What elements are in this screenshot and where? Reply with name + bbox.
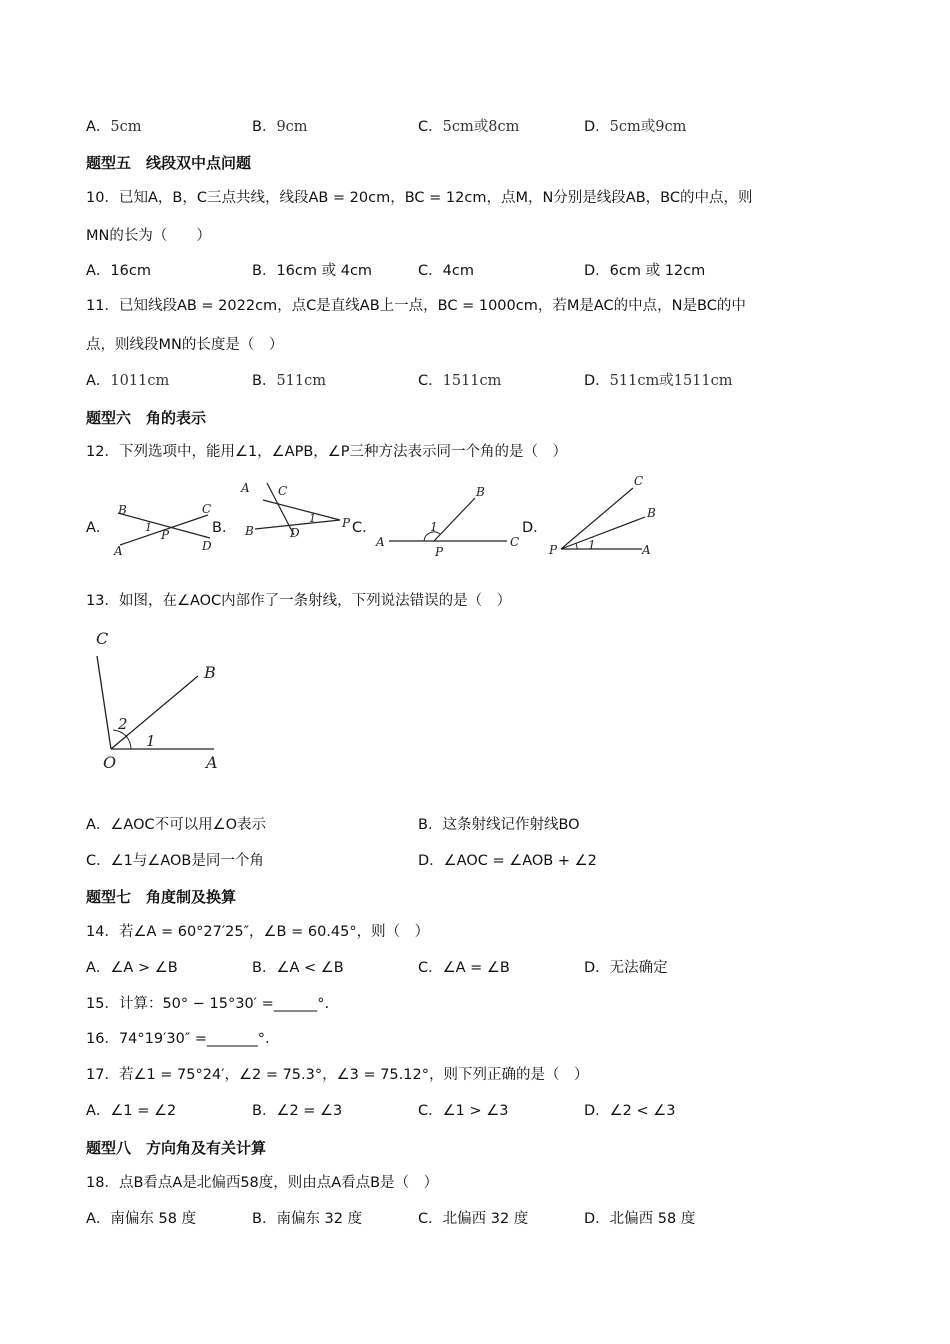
svg-text:2: 2	[118, 715, 128, 733]
q9-option-b: B．9cm	[252, 119, 308, 135]
q10-option-d: D．6cm 或 12cm	[584, 263, 706, 279]
q12-stem: 12．下列选项中，能用∠1，∠APB，∠P三种方法表示同一个角的是（ ）	[86, 444, 568, 460]
svg-text:1: 1	[146, 732, 156, 750]
q17-option-b: B．∠2 = ∠3	[252, 1103, 343, 1119]
svg-text:A: A	[642, 543, 651, 557]
q12-option-a-label: A．	[86, 520, 111, 536]
q13-option-c: C．∠1与∠AOB是同一个角	[86, 853, 264, 869]
q14-option-d: D．无法确定	[584, 960, 668, 976]
q11-option-d: D．511cm或1511cm	[584, 373, 733, 389]
q12-option-d-label: D．	[522, 520, 548, 536]
q9-option-a: A．5cm	[86, 119, 142, 135]
svg-text:A: A	[376, 535, 385, 549]
q10-stem-line2: MN的长为（ ）	[86, 228, 211, 244]
q18-option-d: D．北偏西 58 度	[584, 1211, 696, 1227]
svg-text:O: O	[103, 753, 117, 772]
q9-option-c: C．5cm或8cm	[418, 119, 520, 135]
svg-text:A: A	[206, 753, 218, 772]
q10-option-a: A．16cm	[86, 263, 151, 279]
q12-figure-d	[545, 475, 665, 560]
svg-text:1: 1	[145, 521, 152, 534]
q13-stem: 13．如图，在∠AOC内部作了一条射线，下列说法错误的是（ ）	[86, 593, 512, 609]
q11-option-b: B．511cm	[252, 373, 326, 389]
q17-option-c: C．∠1 > ∠3	[418, 1103, 509, 1119]
q18-option-a: A．南偏东 58 度	[86, 1211, 197, 1227]
q12-figure-a	[108, 500, 218, 560]
q13-figure	[90, 622, 260, 782]
q12-option-c-label: C．	[352, 520, 377, 536]
q10-option-c: C．4cm	[418, 263, 474, 279]
q14-stem: 14．若∠A = 60°27′25″，∠B = 60.45°，则（ ）	[86, 924, 430, 940]
section-heading-7: 题型七 角度制及换算	[86, 888, 237, 906]
section-heading-5: 题型五 线段双中点问题	[86, 154, 252, 172]
q13-option-d: D．∠AOC = ∠AOB + ∠2	[418, 853, 597, 869]
q9-option-d: D．5cm或9cm	[584, 119, 687, 135]
q11-stem-line2: 点，则线段MN的长度是（ ）	[86, 337, 284, 353]
q11-stem-line1: 11．已知线段AB = 2022cm，点C是直线AB上一点，BC = 1000cm，若M是AC的中点，N是BC的中	[86, 298, 746, 314]
q15-stem: 15．计算：50° − 15°30′ =______°.	[86, 996, 330, 1012]
svg-text:A: A	[114, 544, 123, 558]
q17-stem: 17．若∠1 = 75°24′，∠2 = 75.3°，∠3 = 75.12°，则下列正确的是（ ）	[86, 1067, 589, 1083]
q17-option-a: A．∠1 = ∠2	[86, 1103, 177, 1119]
q18-option-b: B．南偏东 32 度	[252, 1211, 363, 1227]
svg-text:B: B	[476, 485, 485, 499]
svg-text:P: P	[342, 516, 351, 530]
q12-figure-b	[235, 475, 355, 545]
q16-stem: 16．74°19′30″ =_______°.	[86, 1031, 270, 1047]
svg-text:P: P	[161, 528, 170, 542]
q14-option-a: A．∠A > ∠B	[86, 960, 178, 976]
svg-text:C: C	[278, 484, 288, 498]
q12-figure-c	[372, 480, 522, 560]
q10-option-b: B．16cm 或 4cm	[252, 263, 373, 279]
q13-option-a: A．∠AOC不可以用∠O表示	[86, 817, 267, 833]
q13-option-b: B．这条射线记作射线BO	[418, 817, 580, 833]
q18-stem: 18．点B看点A是北偏西58度，则由点A看点B是（ ）	[86, 1175, 439, 1191]
q12-option-b-label: B．	[212, 520, 237, 536]
svg-text:C: C	[96, 629, 109, 648]
svg-text:C: C	[202, 502, 212, 516]
svg-text:P: P	[435, 545, 444, 559]
svg-text:1: 1	[430, 520, 438, 534]
q11-option-a: A．1011cm	[86, 373, 170, 389]
q10-stem-line1: 10．已知A，B，C三点共线，线段AB = 20cm，BC = 12cm，点M，N分别是线段AB，BC的中点，则	[86, 190, 753, 206]
svg-text:B: B	[245, 524, 254, 538]
q17-option-d: D．∠2 < ∠3	[584, 1103, 676, 1119]
svg-text:1: 1	[309, 512, 316, 525]
q14-option-b: B．∠A < ∠B	[252, 960, 344, 976]
svg-text:A: A	[241, 481, 250, 495]
q11-option-c: C．1511cm	[418, 373, 502, 389]
svg-text:C: C	[510, 535, 520, 549]
svg-text:D: D	[202, 539, 212, 553]
svg-text:C: C	[634, 475, 644, 488]
svg-text:1: 1	[588, 538, 596, 552]
svg-text:P: P	[549, 543, 558, 557]
section-heading-8: 题型八 方向角及有关计算	[86, 1139, 267, 1157]
q14-option-c: C．∠A = ∠B	[418, 960, 510, 976]
section-heading-6: 题型六 角的表示	[86, 409, 207, 427]
svg-text:B: B	[204, 663, 216, 682]
q18-option-c: C．北偏西 32 度	[418, 1211, 529, 1227]
svg-text:B: B	[118, 503, 127, 517]
svg-text:B: B	[647, 506, 656, 520]
svg-text:D: D	[290, 526, 300, 540]
